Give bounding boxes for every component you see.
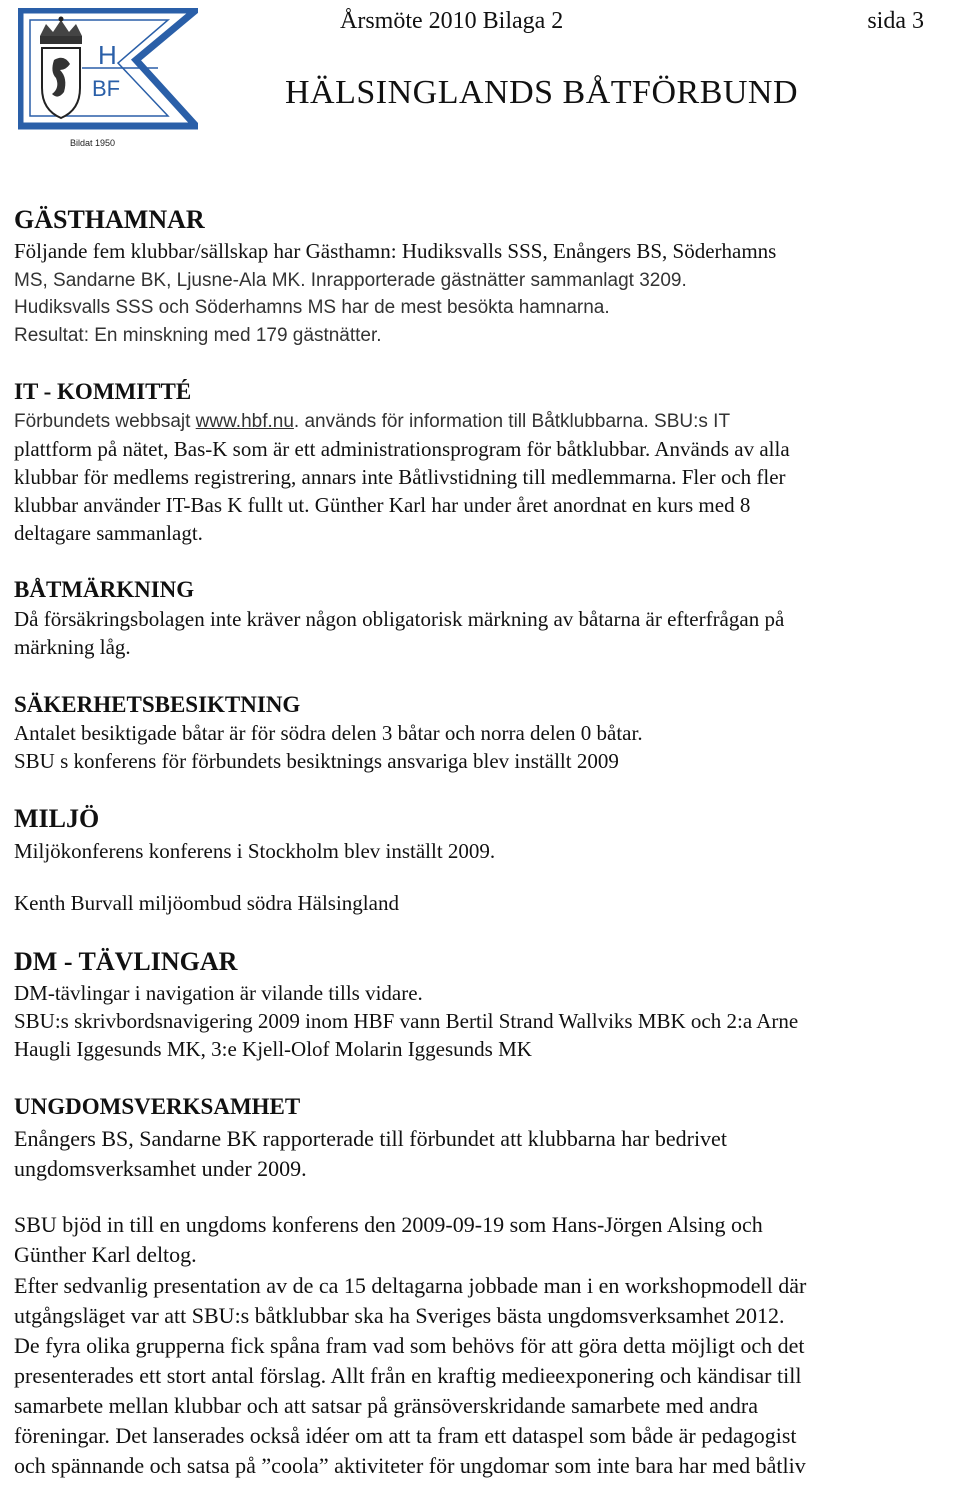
shield-crest-icon (42, 48, 80, 118)
it-line-suffix: . används för information till Båtklubbarna. SBU:s IT (293, 411, 731, 432)
federation-name: HÄLSINGLANDS BÅTFÖRBUND (285, 74, 799, 111)
ungdom-line: SBU bjöd in till en ungdoms konferens den 2009-09-19 som Hans-Jörgen Alsing och (14, 1212, 763, 1237)
heading-ungdomsverksamhet: UNGDOMSVERKSAMHET (14, 1094, 301, 1119)
dm-line: DM-tävlingar i navigation är vilande tills vidare. (14, 981, 423, 1005)
it-line: klubbar för medlems registrering, annars inte Båtlivstidning till medlemmarna. Fler och fler (14, 465, 786, 489)
heading-sakerhetsbesiktning: SÄKERHETSBESIKTNING (14, 692, 301, 717)
ungdom-line: och spännande och satsa på ”coola” aktiviteter för ungdomar som inte bara har med båtliv (14, 1453, 806, 1478)
ungdom-line: presenterades ett stort antal förslag. Allt från en kraftig medieexponering och kändisar till (14, 1363, 802, 1388)
gasthamnar-line: Hudiksvalls SSS och Söderhamns MS har de mest besökta hamnarna. (14, 297, 610, 318)
heading-batmarkning: BÅTMÄRKNING (14, 577, 195, 602)
logo-letters-bf: BF (92, 76, 121, 101)
it-line: plattform på nätet, Bas-K som är ett administrationsprogram för båtklubbar. Används av alla (14, 437, 790, 461)
gasthamnar-line: Följande fem klubbar/sällskap har Gästhamn: Hudiksvalls SSS, Enångers BS, Söderhamns (14, 239, 777, 263)
ungdom-line: De fyra olika grupperna fick spåna fram vad som behövs för att göra detta möjligt och det (14, 1333, 805, 1358)
ungdom-line: Efter sedvanlig presentation av de ca 15 deltagarna jobbade man i en workshopmodell där (14, 1273, 807, 1298)
dm-line: SBU:s skrivbordsnavigering 2009 inom HBF vann Bertil Strand Wallviks MBK och 2:a Arne (14, 1009, 799, 1033)
batmarkning-line: märkning låg. (14, 635, 131, 659)
ungdom-line: Enångers BS, Sandarne BK rapporterade till förbundet att klubbarna har bedrivet (14, 1126, 727, 1151)
sakerhet-line: Antalet besiktigade båtar är för södra delen 3 båtar och norra delen 0 båtar. (14, 721, 643, 745)
ungdom-line: ungdomsverksamhet under 2009. (14, 1156, 307, 1181)
ungdom-line: samarbete mellan klubbar och att satsar på gränsöverskridande samarbete med andra (14, 1393, 759, 1418)
heading-dm-tavlingar: DM - TÄVLINGAR (14, 947, 238, 976)
ungdom-line: föreningar. Det lanserades också idéer om att ta fram ett dataspel som både är pedagogist (14, 1423, 797, 1448)
miljo-line: Miljökonferens konferens i Stockholm blev inställt 2009. (14, 839, 496, 863)
logo-founded-text: Bildat 1950 (70, 138, 116, 148)
it-line (14, 408, 730, 436)
heading-gasthamnar: GÄSTHAMNAR (14, 205, 205, 234)
it-line: klubbar använder IT-Bas K fullt ut. Günther Karl har under året anordnat en kurs med 8 (14, 493, 751, 517)
logo-letter-h: H (98, 40, 117, 70)
federation-logo (18, 8, 198, 158)
ungdom-line: Günther Karl deltog. (14, 1242, 197, 1267)
document-title: Årsmöte 2010 Bilaga 2 (340, 8, 564, 34)
ungdom-line: utgångsläget var att SBU:s båtklubbar ska ha Sveriges bästa ungdomsverksamhet 2012. (14, 1303, 785, 1328)
sakerhet-line: SBU s konferens för förbundets besiktnings ansvariga blev inställt 2009 (14, 749, 619, 773)
gasthamnar-line: MS, Sandarne BK, Ljusne-Ala MK. Inrapporterade gästnätter sammanlagt 3209. (14, 270, 687, 291)
website-link[interactable]: www.hbf.nu (195, 411, 294, 432)
it-line: deltagare sammanlagt. (14, 521, 203, 545)
page-number: sida 3 (867, 8, 924, 34)
miljo-line: Kenth Burvall miljöombud södra Hälsingland (14, 891, 399, 915)
batmarkning-line: Då försäkringsbolagen inte kräver någon obligatorisk märkning av båtarna är efterfrågan på (14, 607, 785, 631)
dm-line: Haugli Iggesunds MK, 3:e Kjell-Olof Molarin Iggesunds MK (14, 1037, 532, 1061)
heading-it-kommitte: IT - KOMMITTÉ (14, 379, 192, 404)
gasthamnar-line: Resultat: En minskning med 179 gästnätter. (14, 325, 382, 346)
heading-miljo: MILJÖ (14, 804, 100, 833)
it-line-prefix: Förbundets webbsajt (14, 411, 196, 432)
